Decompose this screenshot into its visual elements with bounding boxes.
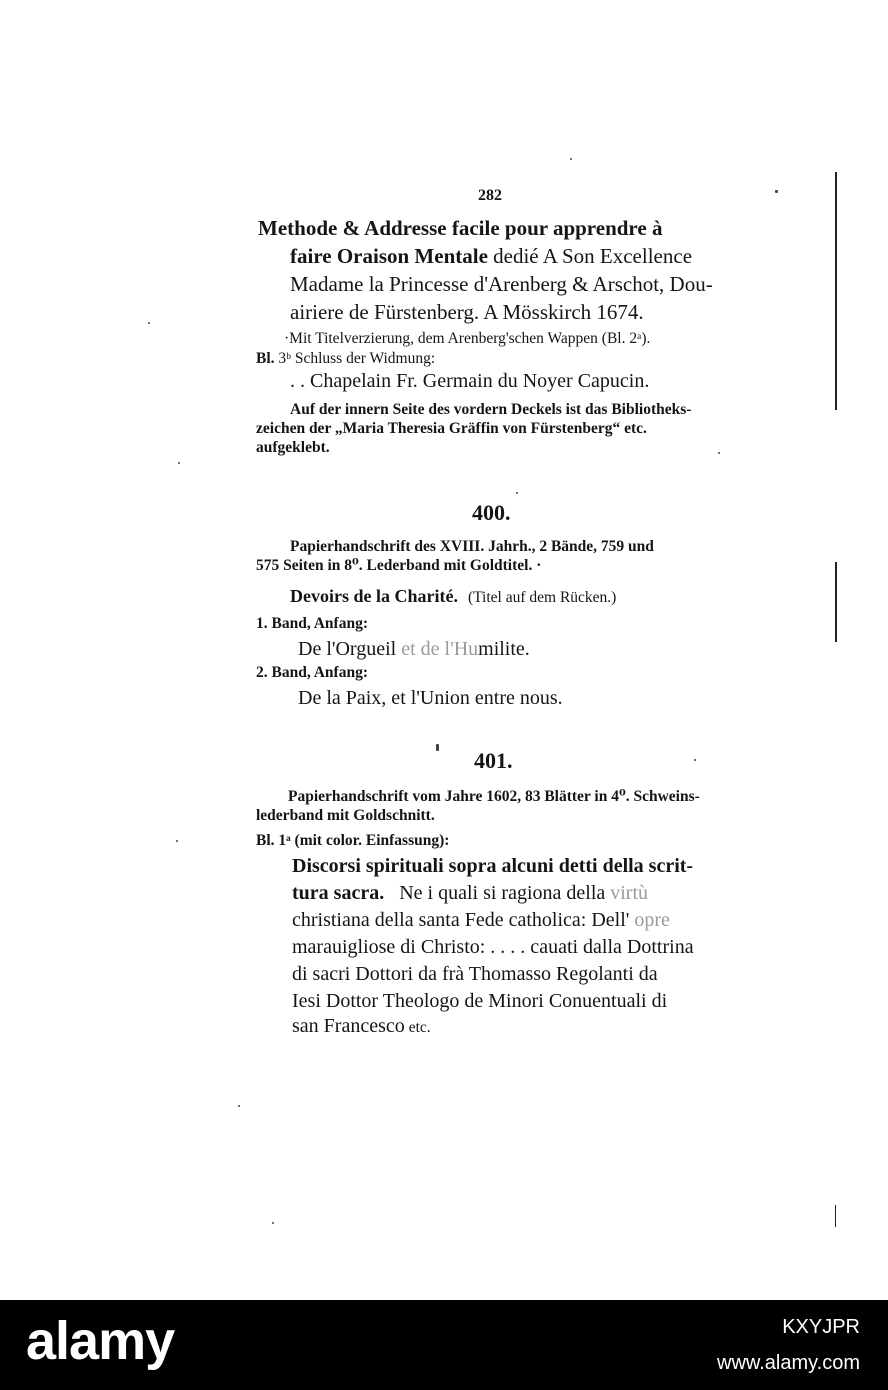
prev-remark-line3: aufgeklebt.: [256, 439, 330, 456]
entry-401-title-line2-rest: Ne i quali si ragiona della: [399, 882, 606, 904]
prev-note1: ·Mit Titelverzierung, dem Arenberg'schen Wappen (Bl. 2ᵃ).: [284, 330, 651, 347]
watermark-logo: alamy: [26, 1311, 175, 1371]
scan-speck: [718, 452, 720, 454]
scan-speck: [148, 322, 150, 324]
scan-speck: [516, 492, 518, 494]
entry-401-line3: [292, 907, 670, 933]
margin-rule: [835, 172, 837, 410]
prev-remark-line1: Auf der innern Seite des vordern Deckels ist das Bibliotheks-: [290, 401, 692, 418]
entry-401-line3-a: christiana della santa Fede catholica: Dell': [292, 909, 630, 931]
prev-line4: airiere de Fürstenberg. A Mösskirch 1674.: [290, 300, 644, 324]
entry-401-title-line2: [292, 880, 648, 906]
scan-speck: [775, 190, 778, 193]
entry-401-title-line2-bold: tura sacra.: [292, 882, 385, 904]
entry-400-desc-line2: 575 Seiten in 8⁰. Lederband mit Goldtitel. ·: [256, 557, 542, 574]
entry-400-number: 400.: [472, 500, 511, 525]
prev-title-line1: Methode & Addresse facile pour apprendre à: [258, 216, 663, 240]
watermark-url: www.alamy.com: [717, 1352, 860, 1374]
margin-rule: [835, 562, 837, 642]
entry-400-band1-text-faint: et de l'Hu: [401, 638, 479, 660]
prev-note2: [256, 349, 435, 369]
prev-title-line2-rest: dedié A Son Excellence: [493, 244, 693, 268]
entry-400-title-note: (Titel auf dem Rücken.): [467, 589, 617, 606]
entry-400-band2-label: 2. Band, Anfang:: [256, 664, 368, 681]
watermark-image-id: KXYJPR: [782, 1316, 860, 1338]
entry-400-band1-text-a: De l'Orgueil: [298, 638, 397, 660]
entry-400-band1-text: [298, 636, 530, 662]
page-number: 282: [478, 187, 502, 204]
scan-speck: [694, 759, 696, 761]
entry-401-desc-line2: lederband mit Goldschnitt.: [256, 807, 435, 824]
entry-401-line3-faint: opre: [634, 909, 670, 931]
prev-note2-label: Bl.: [256, 350, 275, 367]
scan-speck: [178, 462, 180, 464]
entry-401-desc-line1: Papierhandschrift vom Jahre 1602, 83 Blätter in 4⁰. Schweins-: [288, 788, 700, 805]
entry-401-line5: di sacri Dottori da frà Thomasso Regolanti da: [292, 963, 658, 985]
entry-401-line6: Iesi Dottor Theologo de Minori Conuentuali di: [292, 990, 668, 1012]
margin-rule: [835, 1205, 836, 1227]
entry-401-line7-a: san Francesco: [292, 1015, 405, 1037]
entry-400-band2-text: De la Paix, et l'Union entre nous.: [298, 687, 563, 709]
entry-401-title-line2-faint: virtù: [610, 882, 649, 904]
scan-speck: [436, 744, 439, 751]
prev-remark-line2: zeichen der „Maria Theresia Gräffin von Fürstenberg“ etc.: [256, 420, 647, 437]
prev-title-line2: [290, 243, 692, 270]
scan-speck: [272, 1222, 274, 1224]
entry-400-band1-text-b: milite.: [478, 638, 530, 660]
entry-400-band1-label: 1. Band, Anfang:: [256, 615, 368, 632]
entry-401-line7-b: etc.: [408, 1019, 431, 1036]
entry-401-bl-label: Bl. 1ᵃ (mit color. Einfassung):: [256, 832, 450, 849]
prev-note2-text: 3ᵇ Schluss der Widmung:: [278, 350, 436, 367]
entry-401-line7: [292, 1013, 431, 1039]
prev-quote: . . Chapelain Fr. Germain du Noyer Capucin.: [290, 370, 650, 392]
entry-401-number: 401.: [474, 748, 513, 773]
entry-400-title-bold: Devoirs de la Charité.: [290, 586, 458, 606]
prev-title-line2-bold: faire Oraison Mentale: [290, 244, 488, 268]
watermark-banner: [0, 1300, 888, 1390]
entry-400-desc-line1: Papierhandschrift des XVIII. Jahrh., 2 Bände, 759 und: [290, 538, 654, 555]
scan-speck: [570, 158, 572, 160]
scan-speck: [176, 840, 178, 842]
scan-speck: [238, 1105, 240, 1107]
prev-line3: Madame la Princesse d'Arenberg & Arschot, Dou-: [290, 272, 713, 296]
entry-401-line4: marauigliose di Christo: . . . . cauati dalla Dottrina: [292, 936, 694, 958]
entry-401-title-line1: Discorsi spirituali sopra alcuni detti della scrit-: [292, 855, 694, 877]
entry-400-title: [290, 586, 616, 608]
